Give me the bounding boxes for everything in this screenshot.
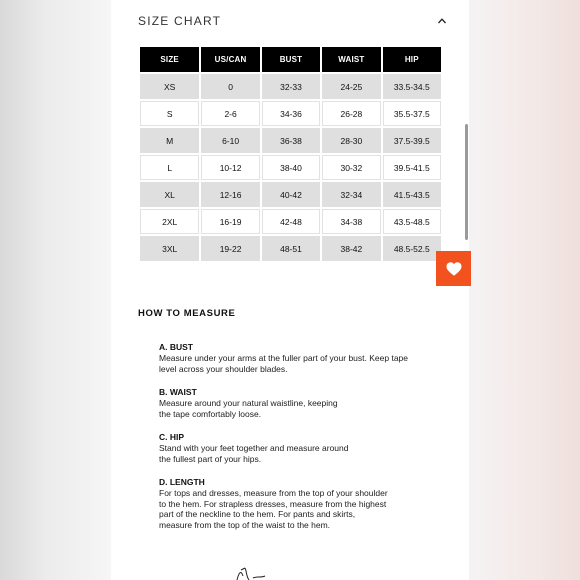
table-row (140, 128, 441, 153)
step-title: D. LENGTH (159, 477, 205, 487)
table-cell: 16-19 (201, 209, 259, 234)
table-cell: XS (140, 74, 199, 99)
table-cell: 24-25 (322, 74, 380, 99)
column-header: BUST (262, 47, 320, 72)
step-text: Measure under your arms at the fuller part of your bust. Keep tape (159, 353, 408, 363)
step-text: measure from the top of the waist to the hem. (159, 519, 331, 530)
table-cell: 6-10 (201, 128, 259, 153)
how-to-measure-title: HOW TO MEASURE (138, 308, 236, 319)
table-cell: 42-48 (262, 209, 320, 234)
column-header: SIZE (140, 47, 199, 72)
table-cell: 38-40 (262, 155, 320, 180)
table-cell: 12-16 (201, 182, 259, 207)
table-row (140, 236, 441, 261)
step-text: Measure around your natural waistline, keeping (159, 398, 338, 408)
step-title: C. HIP (159, 432, 185, 442)
size-chart-panel (111, 0, 469, 580)
table-cell: 28-30 (322, 128, 380, 153)
column-header: HIP (383, 47, 441, 72)
step-text: Stand with your feet together and measure around (159, 443, 349, 453)
table-cell: M (140, 128, 199, 153)
table-row (140, 101, 441, 126)
table-cell: 39.5-41.5 (383, 155, 441, 180)
heart-icon (445, 260, 463, 278)
step-title: B. WAIST (159, 387, 197, 397)
table-row (140, 155, 441, 180)
table-cell: 43.5-48.5 (383, 209, 441, 234)
table-cell: 30-32 (322, 155, 380, 180)
table-cell: 48.5-52.5 (383, 236, 441, 261)
step-text: level across your shoulder blades. (159, 363, 288, 374)
table-cell: 19-22 (201, 236, 259, 261)
size-chart-title: SIZE CHART (138, 14, 222, 28)
table-cell: 2-6 (201, 101, 259, 126)
table-cell: 32-34 (322, 182, 380, 207)
table-cell: 2XL (140, 209, 199, 234)
column-header: WAIST (322, 47, 380, 72)
measure-step-bust (159, 342, 444, 374)
column-header: US/CAN (201, 47, 259, 72)
step-text: to the hem. For strapless dresses, measure from the highest (159, 498, 387, 509)
table-cell: 0 (201, 74, 259, 99)
size-chart-table (138, 45, 443, 263)
table-cell: 35.5-37.5 (383, 101, 441, 126)
table-row (140, 209, 441, 234)
table-cell: 26-28 (322, 101, 380, 126)
table-cell: XL (140, 182, 199, 207)
table-cell: 36-38 (262, 128, 320, 153)
measure-step-length (159, 477, 444, 530)
table-cell: 3XL (140, 236, 199, 261)
table-row (140, 182, 441, 207)
table-cell: 38-42 (322, 236, 380, 261)
step-title: A. BUST (159, 342, 193, 352)
measure-step-hip (159, 432, 444, 464)
chevron-up-icon[interactable] (437, 16, 447, 26)
favorite-button[interactable] (436, 251, 471, 286)
measure-steps (159, 342, 444, 543)
measure-step-waist (159, 387, 444, 419)
table-cell: 41.5-43.5 (383, 182, 441, 207)
step-text: the fullest part of your hips. (159, 453, 262, 464)
table-cell: L (140, 155, 199, 180)
table-cell: 34-36 (262, 101, 320, 126)
scrollbar[interactable] (465, 124, 468, 240)
figure-sketch-icon (231, 566, 291, 580)
table-cell: 40-42 (262, 182, 320, 207)
table-cell: S (140, 101, 199, 126)
table-cell: 10-12 (201, 155, 259, 180)
step-text: For tops and dresses, measure from the top of your shoulder (159, 488, 388, 498)
table-cell: 48-51 (262, 236, 320, 261)
table-cell: 32-33 (262, 74, 320, 99)
table-cell: 37.5-39.5 (383, 128, 441, 153)
table-cell: 33.5-34.5 (383, 74, 441, 99)
step-text: part of the neckline to the hem. For pants and skirts, (159, 509, 356, 519)
table-cell: 34-38 (322, 209, 380, 234)
table-row (140, 74, 441, 99)
step-text: the tape comfortably loose. (159, 408, 262, 419)
size-chart-header[interactable] (138, 13, 447, 29)
table-header-row (140, 47, 441, 72)
